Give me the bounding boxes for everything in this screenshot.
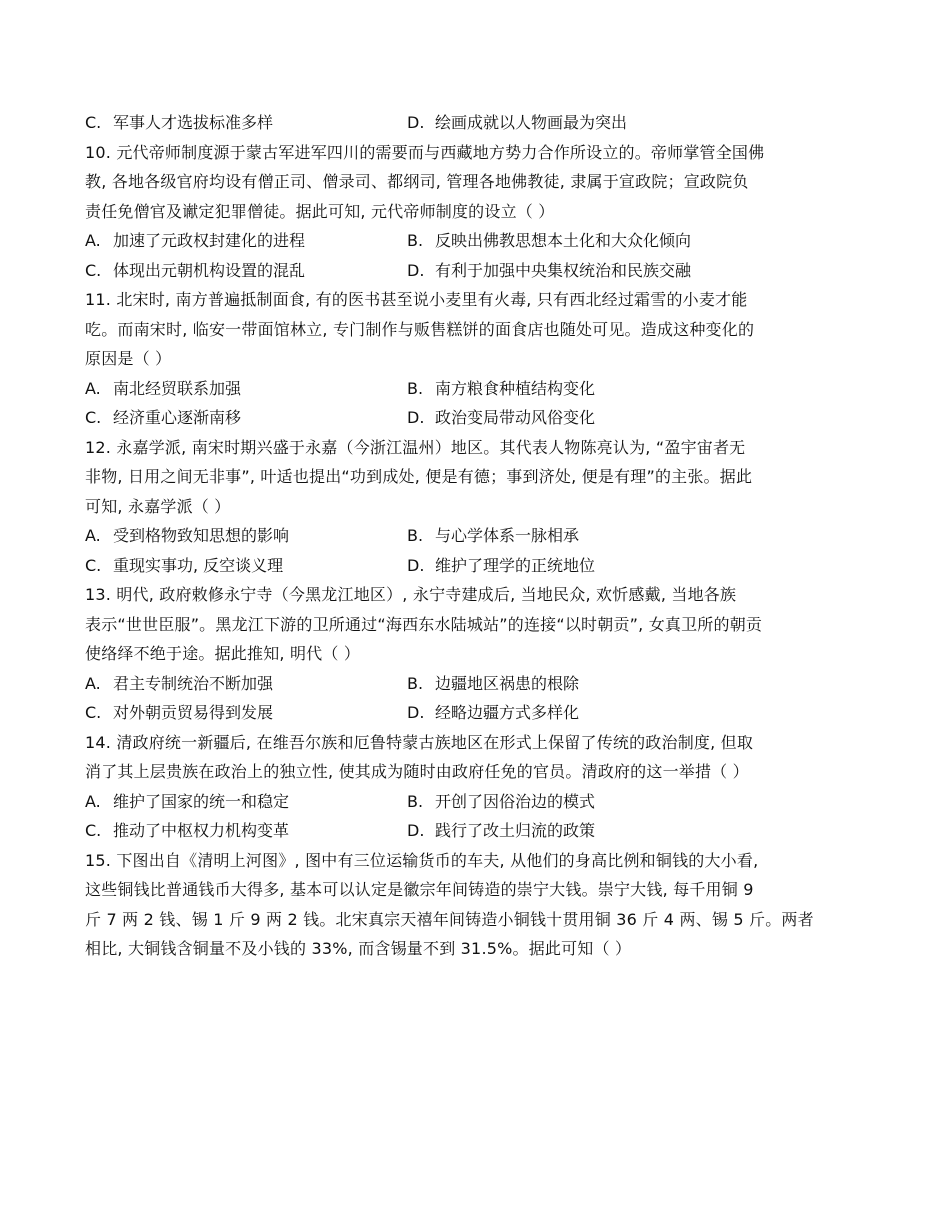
question-text-line: 可知, 永嘉学派（ ）: [85, 496, 231, 516]
options-row: [85, 403, 815, 433]
option-c: C. 军事人才选拔标准多样: [85, 113, 274, 132]
option-d: D. 绘画成就以人物画最为突出: [407, 113, 628, 132]
option-d: D. 政治变局带动风俗变化: [407, 408, 596, 427]
option-c: C. 体现出元朝机构设置的混乱: [85, 260, 306, 280]
option-a: A. 南北经贸联系加强: [85, 378, 242, 398]
question-text-line: 11. 北宋时, 南方普遍抵制面食, 有的医书甚至说小麦里有火毒, 只有西北经过霜雪的小麦才能: [85, 290, 748, 309]
question-text-line: 斤 7 两 2 钱、锡 1 斤 9 两 2 钱。北宋真宗天禧年间铸造小铜钱十贯用铜 36 斤 4 两、锡 5 斤。两者: [85, 909, 814, 929]
options-row: [85, 698, 815, 728]
question-text-line: 吃。而南宋时, 临安一带面馆林立, 专门制作与贩售糕饼的面食店也随处可见。造成这种变化的: [85, 319, 755, 339]
option-a: A. 受到格物致知思想的影响: [85, 526, 290, 545]
options-row: [85, 226, 815, 256]
option-d: D. 维护了理学的正统地位: [407, 555, 596, 575]
options-row: [85, 374, 815, 404]
options-row: [85, 256, 815, 286]
question-text-line: 表示“世世臣服”。黑龙江下游的卫所通过“海西东水陆城站”的连接“以时朝贡”, 女真卫所的朝贡: [85, 614, 763, 634]
option-c: C. 对外朝贡贸易得到发展: [85, 703, 274, 722]
question-11: [85, 285, 815, 433]
option-c: C. 推动了中枢权力机构变革: [85, 821, 290, 840]
question-text-line: 13. 明代, 政府敕修永宁寺（今黑龙江地区）, 永宁寺建成后, 当地民众, 欢忻感戴, 当地各族: [85, 585, 737, 604]
option-c: C. 重现实事功, 反空谈义理: [85, 555, 284, 575]
question-text-line: 使络绎不绝于途。据此推知, 明代（ ）: [85, 644, 361, 663]
question-text-line: 教, 各地各级官府均设有僧正司、僧录司、都纲司, 管理各地佛教徒, 隶属于宣政院；宣政院负: [85, 172, 749, 191]
question-12: [85, 433, 815, 581]
option-b: B. 反映出佛教思想本土化和大众化倾向: [407, 231, 692, 250]
option-d: D. 有利于加强中央集权统治和民族交融: [407, 260, 692, 280]
option-b: B. 南方粮食种植结构变化: [407, 378, 596, 398]
question-text-line: 非物, 日用之间无非事”, 叶适也提出“功到成处, 便是有德；事到济处, 便是有理”的主张。据此: [85, 467, 753, 486]
option-b: B. 开创了因俗治边的模式: [407, 791, 596, 811]
options-row: [85, 816, 815, 846]
question-text-line: 消了其上层贵族在政治上的独立性, 使其成为随时由政府任免的官员。清政府的这一举措（ ）: [85, 762, 749, 781]
options-row: [85, 787, 815, 817]
option-b: B. 与心学体系一脉相承: [407, 526, 580, 545]
option-d: D. 践行了改土归流的政策: [407, 821, 596, 840]
question-text-line: 这些铜钱比普通钱币大得多, 基本可以认定是徽宗年间铸造的崇宁大钱。崇宁大钱, 每千用铜 9: [85, 880, 754, 899]
question-text-line: 12. 永嘉学派, 南宋时期兴盛于永嘉（今浙江温州）地区。其代表人物陈亮认为, “盈宇宙者无: [85, 437, 746, 457]
question-text-line: 责任免僧官及谳定犯罪僧徒。据此可知, 元代帝师制度的设立（ ）: [85, 201, 555, 221]
options-row: [85, 108, 815, 138]
question-10: [85, 138, 815, 286]
question-14: [85, 728, 815, 846]
options-row: [85, 521, 815, 551]
option-c: C. 经济重心逐渐南移: [85, 408, 242, 427]
question-text-line: 原因是（ ）: [85, 349, 172, 368]
question-text-line: 14. 清政府统一新疆后, 在维吾尔族和厄鲁特蒙古族地区在形式上保留了传统的政治制度, 但取: [85, 732, 754, 752]
question-text-line: 15. 下图出自《清明上河图》, 图中有三位运输货币的车夫, 从他们的身高比例和铜钱的大小看,: [85, 850, 759, 870]
option-a: A. 加速了元政权封建化的进程: [85, 231, 306, 250]
options-row: [85, 669, 815, 699]
exam-page: [85, 108, 815, 964]
option-b: B. 边疆地区祸患的根除: [407, 673, 580, 693]
option-a: A. 维护了国家的统一和稳定: [85, 791, 290, 811]
option-a: A. 君主专制统治不断加强: [85, 673, 274, 693]
options-row: [85, 551, 815, 581]
question-13: [85, 580, 815, 728]
question-text-line: 相比, 大铜钱含铜量不及小钱的 33%, 而含锡量不到 31.5%。据此可知（ ）: [85, 939, 632, 958]
option-d: D. 经略边疆方式多样化: [407, 703, 580, 722]
question-15: [85, 846, 815, 964]
question-text-line: 10. 元代帝师制度源于蒙古军进军四川的需要而与西藏地方势力合作所设立的。帝师掌管全国佛: [85, 142, 765, 162]
